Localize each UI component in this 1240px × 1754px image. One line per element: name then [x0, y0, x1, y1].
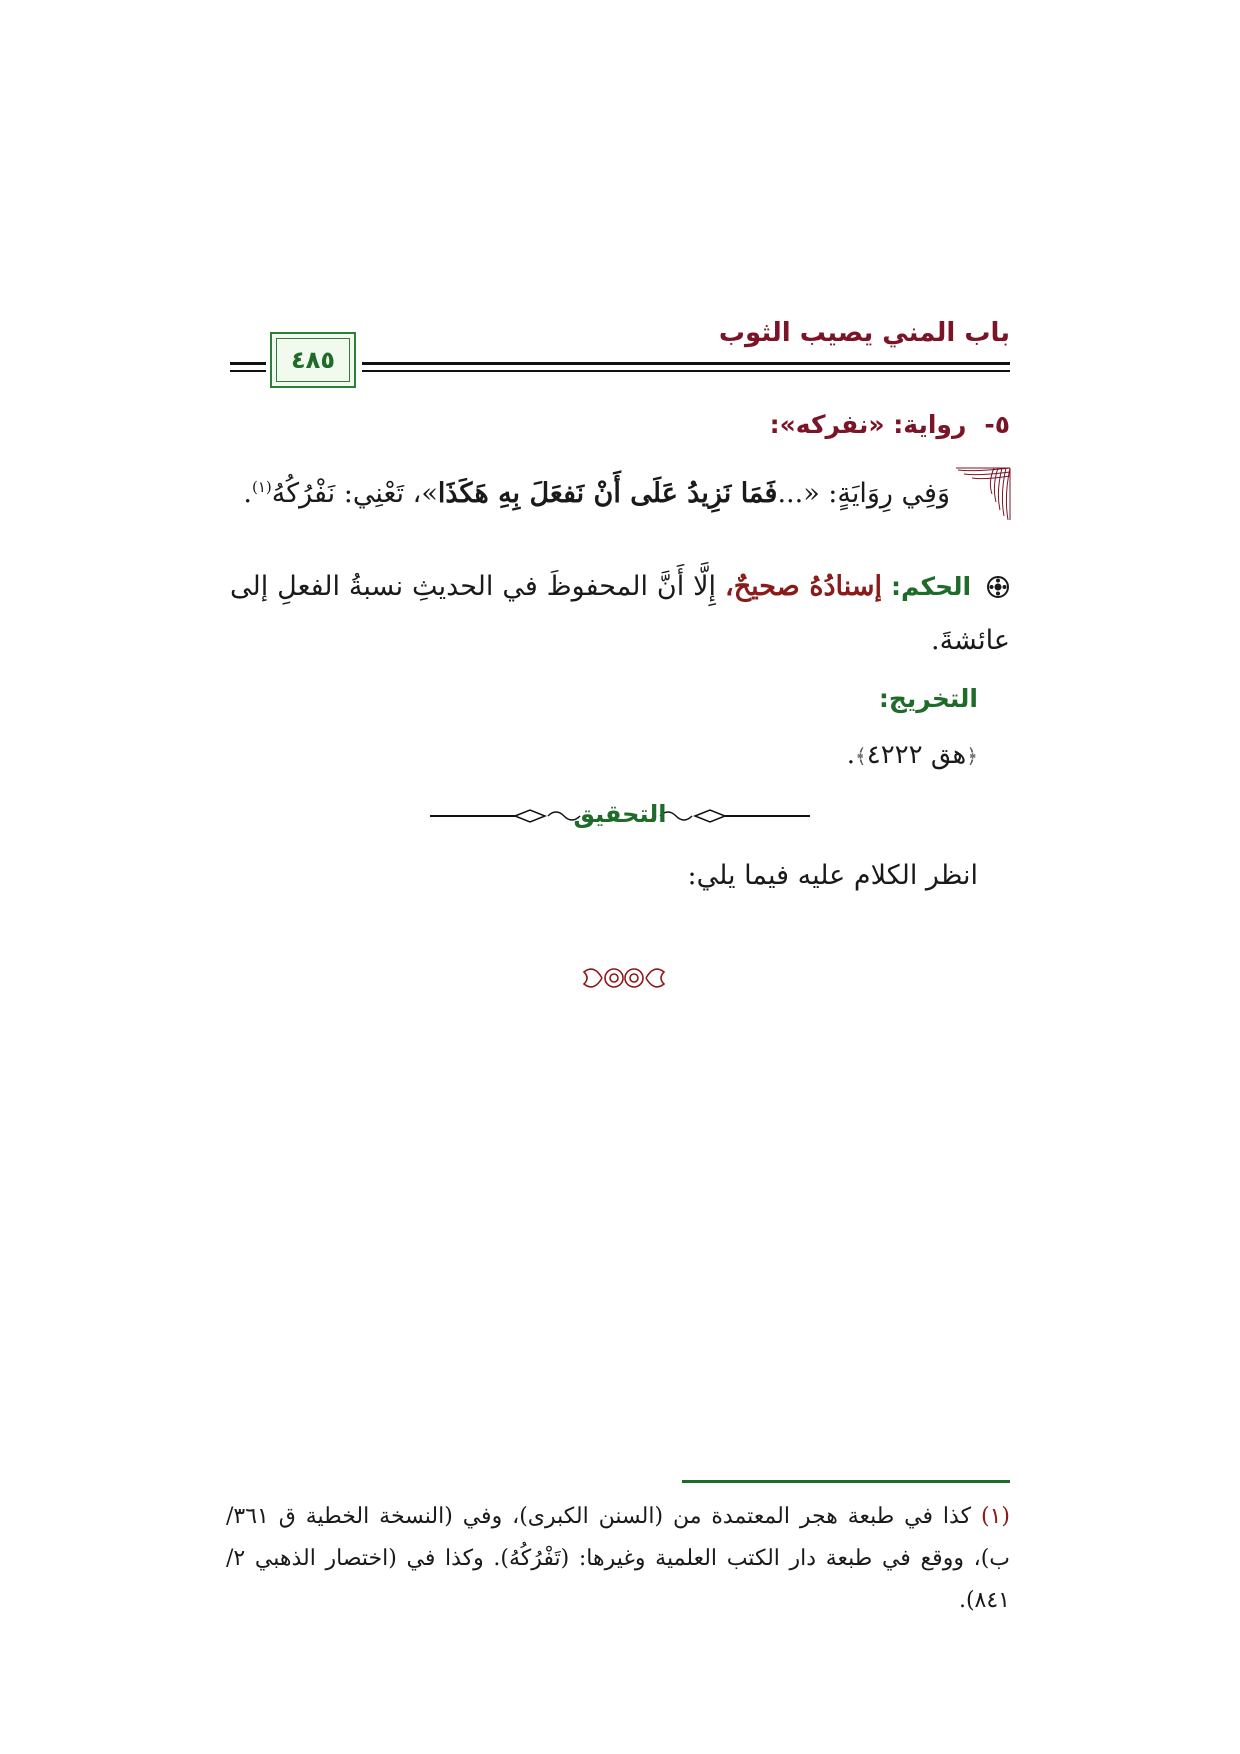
- page-header: [230, 318, 1010, 390]
- quote-line: [243, 478, 950, 509]
- footnote-separator: [682, 1480, 1010, 1483]
- quote-emphasized: فَمَا نَزِيدُ عَلَى أَنْ نَفعَلَ بِهِ هَكَذَا: [437, 478, 778, 509]
- quote-prefix: وَفِي رِوَايَةٍ: «...: [777, 478, 950, 509]
- quote-suffix: »، تَعْنِي: نَفْرُكُهُ: [271, 478, 438, 509]
- ruling-label: الحكم:: [890, 572, 972, 601]
- corner-ornament-icon: [954, 466, 1012, 522]
- page-number-badge: [270, 332, 356, 388]
- section-number: ٥-: [984, 410, 1010, 439]
- takhrij-reference: [847, 740, 978, 770]
- footnote-body: كذا في طبعة هجر المعتمدة من (السنن الكبرى)، وفي (النسخة الخطية ق ٣٦١/ ب)، ووقع في طبعة دار الكتب العلمية وغيرها: (تَفْرُكُهُ). وكذا في (اختصار الذهبي ٢/ ٨٤١).: [226, 1504, 1010, 1613]
- takhrij-end: .: [846, 740, 856, 770]
- takhrij-ref-text: هق ٤٢٢٢: [866, 740, 967, 770]
- ruling-paragraph: [230, 560, 1010, 668]
- tahqiq-divider: [430, 798, 810, 834]
- footnote: [226, 1496, 1010, 1622]
- section-heading: [770, 410, 1010, 439]
- header-rule: [362, 362, 1010, 372]
- takhrij-heading: التخريج:: [878, 684, 978, 713]
- open-bracket-icon: ﴿: [966, 744, 978, 768]
- header-rule-left: [230, 362, 266, 372]
- footnote-reference[interactable]: (١): [251, 478, 272, 496]
- page-number: ٤٨٥: [291, 346, 335, 374]
- page-title: باب المني يصيب الثوب: [718, 318, 1010, 348]
- quote-end: .: [243, 478, 252, 509]
- close-bracket-icon: ﴾: [855, 744, 867, 768]
- floral-ornament-icon: [580, 958, 668, 998]
- flower-icon: [986, 575, 1010, 599]
- tahqiq-heading: التحقيق: [573, 800, 667, 828]
- footnote-number: (١): [980, 1504, 1010, 1529]
- ruling-verdict: إسنادُهُ صحيحٌ،: [724, 571, 883, 602]
- tahqiq-text: انظر الكلام عليه فيما يلي:: [687, 860, 978, 891]
- ruling-text: إِلَّا أَنَّ المحفوظَ في الحديثِ نسبةُ الفعلِ إلى عائشةَ.: [230, 571, 1010, 656]
- section-heading-text: رواية: «نفركه»:: [769, 410, 967, 439]
